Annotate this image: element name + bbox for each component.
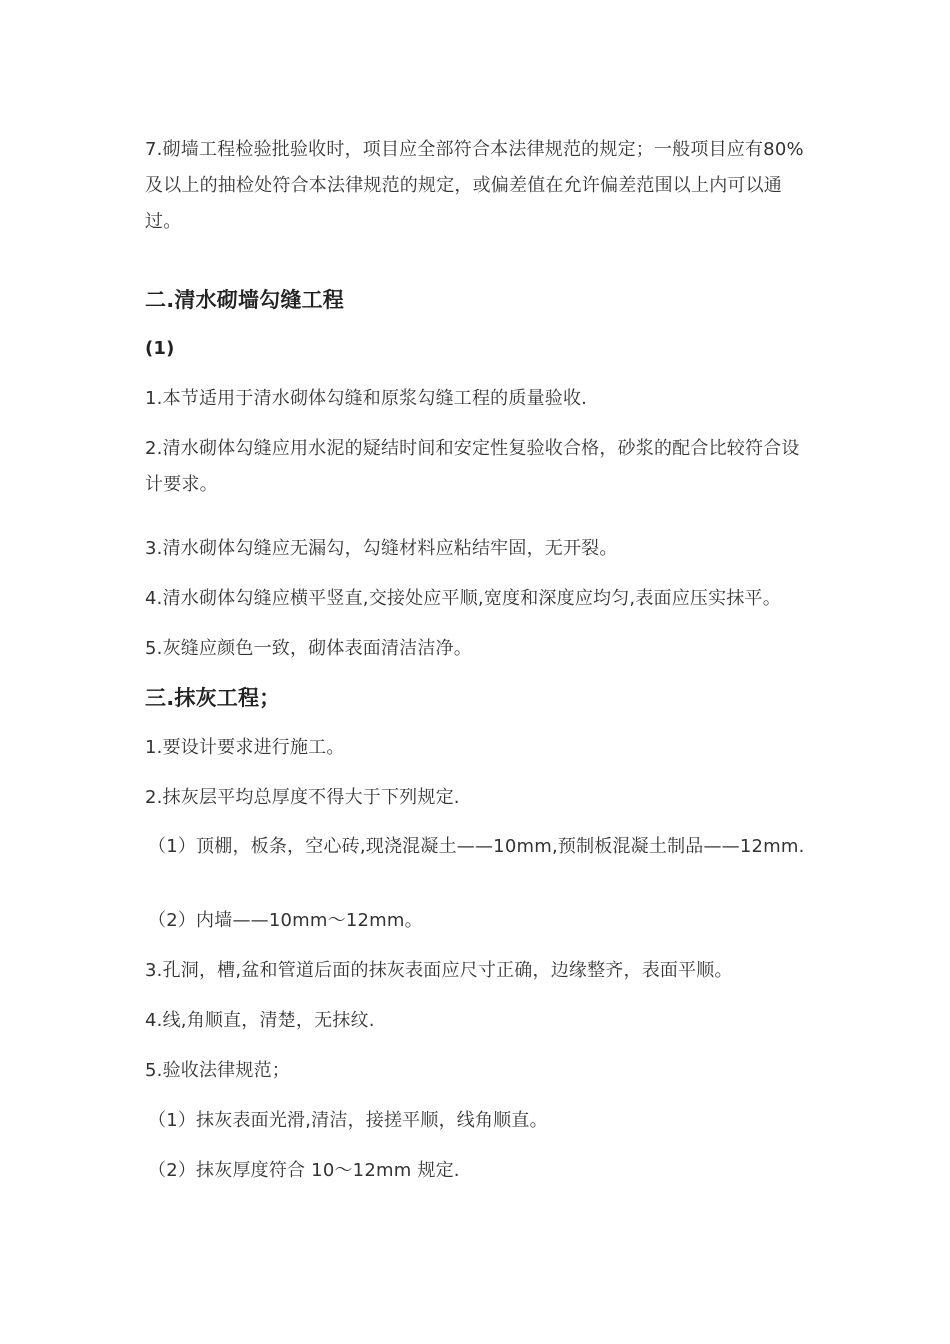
paragraph-3-5-a: （1）抹灰表面光滑,清洁，接搓平顺，线角顺直。: [148, 1110, 548, 1131]
section-heading-3: 三.抹灰工程；: [145, 686, 281, 710]
paragraph-3-2-b: （2）内墙——10mm～12mm。: [148, 910, 423, 931]
paragraph-3-5-b: （2）抹灰厚度符合 10～12mm 规定.: [148, 1160, 460, 1181]
paragraph-3-5: 5.验收法律规范；: [145, 1060, 290, 1081]
paragraph-3-2: 2.抹灰层平均总厚度不得大于下列规定.: [145, 787, 460, 808]
paragraph-7: 7.砌墙工程检验批验收时，项目应全部符合本法律规范的规定；一般项目应有80%及以上的抽检处符合本法律规范的规定，或偏差值在允许偏差范围以上内可以通过。: [145, 139, 804, 232]
paragraph-3-4: 4.线,角顺直，清楚，无抹纹.: [145, 1010, 375, 1031]
paragraph-2-5: 5.灰缝应颜色一致，砌体表面清洁洁净。: [145, 638, 472, 659]
paragraph-2-3: 3.清水砌体勾缝应无漏勾，勾缝材料应粘结牢固，无开裂。: [145, 538, 618, 559]
section-heading-2: 二.清水砌墙勾缝工程: [145, 288, 344, 312]
paragraph-3-3: 3.孔洞，槽,盆和管道后面的抹灰表面应尺寸正确，边缘整齐，表面平顺。: [145, 960, 733, 981]
paragraph-2-2: 2.清水砌体勾缝应用水泥的疑结时间和安定性复验收合格，砂浆的配合比较符合设计要求。: [145, 438, 800, 495]
paragraph-3-1: 1.要设计要求进行施工。: [145, 737, 345, 758]
subsection-label-1: (1): [145, 338, 175, 359]
paragraph-3-2-a: （1）顶棚，板条，空心砖,现浇混凝土——10mm,预制板混凝土制品——12mm.: [148, 836, 805, 857]
paragraph-2-1: 1.本节适用于清水砌体勾缝和原浆勾缝工程的质量验收.: [145, 388, 588, 409]
paragraph-2-4: 4.清水砌体勾缝应横平竖直,交接处应平顺,宽度和深度应均匀,表面应压实抹平。: [145, 588, 781, 609]
